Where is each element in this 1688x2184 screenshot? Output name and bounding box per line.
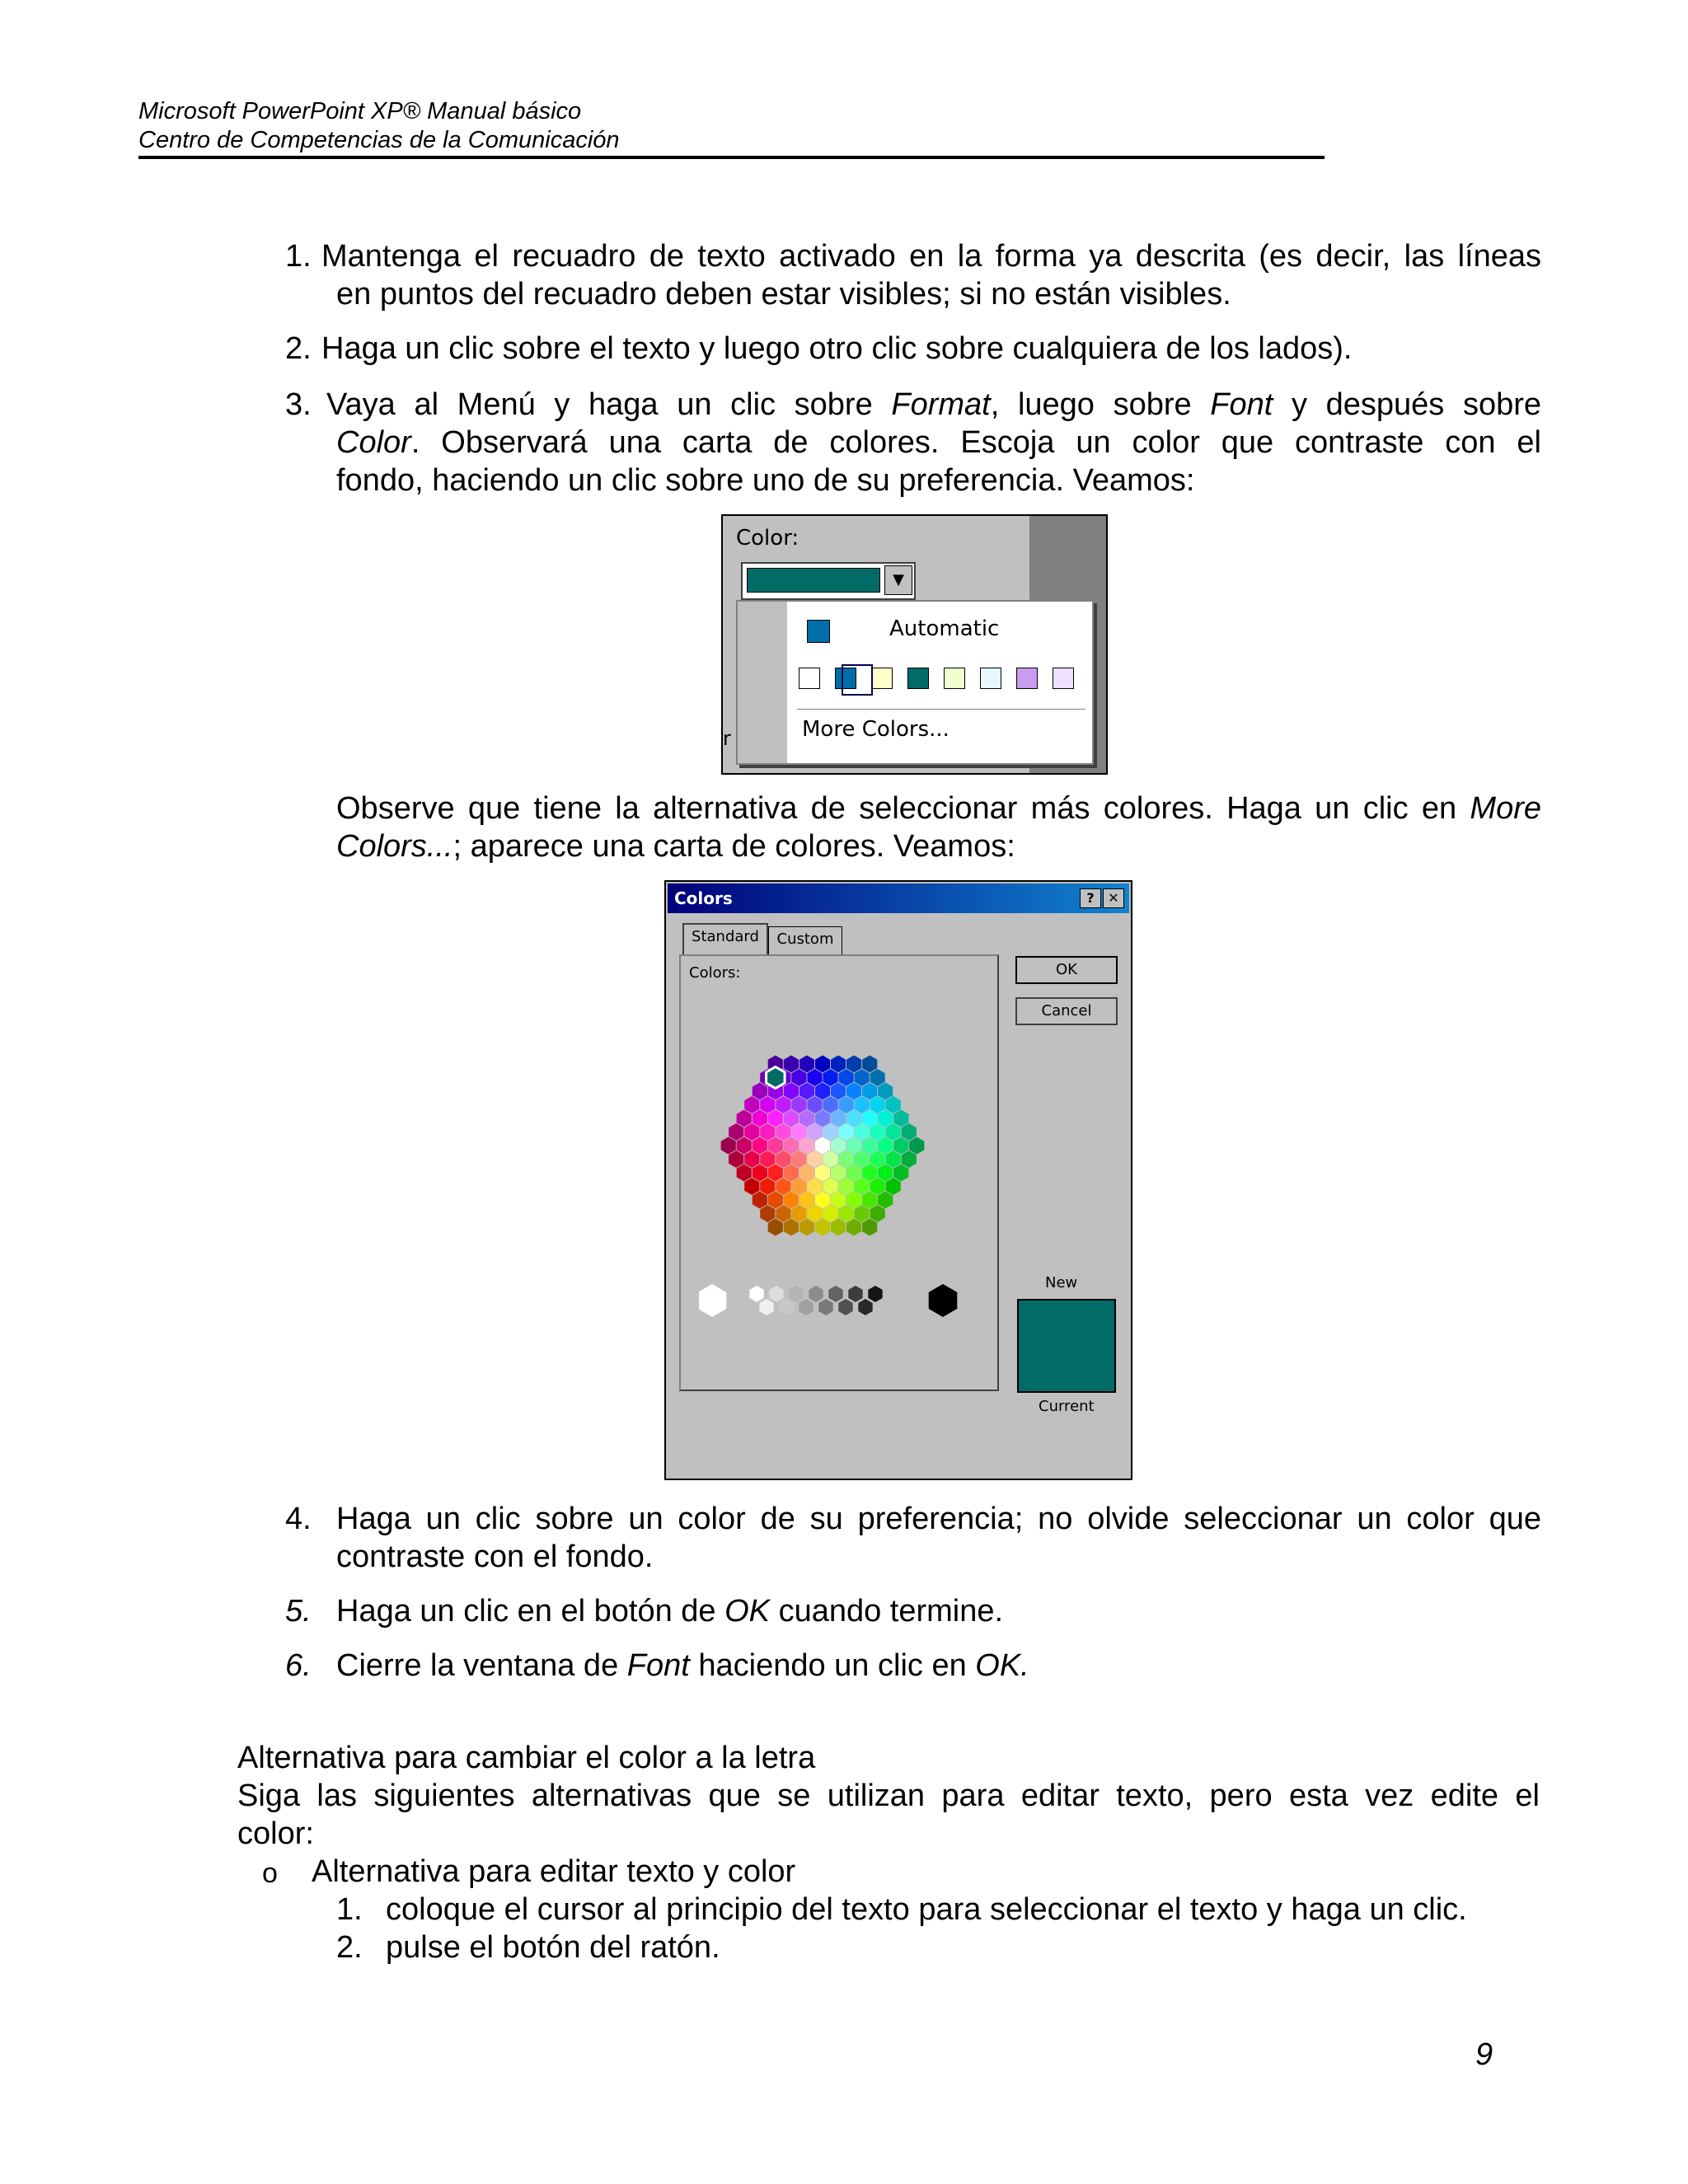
selected-hex-marker	[767, 1067, 785, 1089]
step-4-line-2: contraste con el fondo.	[336, 1540, 654, 1574]
header-line-2: Centro de Competencias de la Comunicación	[138, 127, 620, 153]
color-hex-75[interactable]	[823, 1123, 837, 1141]
color-hex-124[interactable]	[893, 1110, 908, 1127]
color-hex-94[interactable]	[823, 1069, 837, 1086]
color-hex-113[interactable]	[855, 1069, 870, 1086]
color-hex-101[interactable]	[878, 1165, 893, 1182]
step-5-text: Haga un clic en el botón de OK cuando termine.	[336, 1594, 1004, 1629]
color-hex-117[interactable]	[886, 1123, 901, 1141]
color-hex-3[interactable]	[744, 1178, 759, 1195]
current-color-label: Current	[1039, 1398, 1095, 1415]
color-hex-110[interactable]	[886, 1151, 901, 1168]
color-hex-50[interactable]	[799, 1137, 814, 1155]
color-hex-13[interactable]	[776, 1205, 790, 1222]
alt-intro-line-2: color:	[237, 1816, 314, 1851]
color-hex-5[interactable]	[760, 1205, 775, 1222]
cancel-button[interactable]: Cancel	[1015, 997, 1118, 1025]
automatic-color-swatch[interactable]	[807, 620, 830, 643]
step-6-number: 6.	[285, 1648, 312, 1683]
gray-hex-5[interactable]	[799, 1299, 813, 1315]
step-3-number: 3.	[285, 387, 312, 422]
gray-hex-1[interactable]	[759, 1299, 773, 1315]
selected-color-swatch	[747, 568, 880, 593]
color-hex-82[interactable]	[799, 1056, 814, 1073]
dialog-title: Colors	[674, 888, 733, 908]
color-hex-37[interactable]	[776, 1123, 790, 1141]
alt-bullet-text: Alternativa para editar texto y color	[312, 1854, 796, 1889]
step-4-line-1: Haga un clic sobre un color de su preferencia; no olvide seleccionar un color que	[336, 1502, 1541, 1536]
automatic-option[interactable]: Automatic	[889, 616, 1000, 641]
color-hex-126[interactable]	[909, 1137, 924, 1155]
swatch-5[interactable]	[944, 668, 965, 689]
color-hex-69[interactable]	[862, 1219, 877, 1236]
color-hex-38[interactable]	[784, 1137, 799, 1155]
color-hex-18[interactable]	[760, 1151, 775, 1168]
swatch-8[interactable]	[1053, 668, 1074, 689]
color-hex-15[interactable]	[737, 1110, 752, 1127]
more-term: More	[1470, 791, 1541, 826]
selected-swatch-frame	[842, 664, 873, 696]
font-term: Font	[1210, 387, 1273, 422]
tab-standard[interactable]: Standard	[682, 923, 768, 956]
color-hex-107[interactable]	[862, 1110, 877, 1127]
color-hex-125[interactable]	[902, 1123, 917, 1141]
color-hex-12[interactable]	[768, 1192, 783, 1209]
color-hex-31[interactable]	[799, 1192, 814, 1209]
color-hex-91[interactable]	[870, 1178, 885, 1195]
color-hex-49[interactable]	[791, 1123, 806, 1141]
color-hex-2[interactable]	[737, 1165, 752, 1182]
color-hex-28[interactable]	[776, 1151, 790, 1168]
color-hex-98[interactable]	[855, 1123, 870, 1141]
color-hex-14[interactable]	[784, 1219, 799, 1236]
color-hex-55[interactable]	[839, 1205, 854, 1222]
step-1-line-1: Mantenga el recuadro de texto activado en la forma ya descrita (es decir, las líneas	[321, 239, 1541, 274]
ok-term: OK	[724, 1594, 771, 1629]
step-1-line-2: en puntos del recuadro deben estar visibles; si no están visibles.	[336, 277, 1231, 312]
color-hex-92[interactable]	[878, 1192, 893, 1209]
color-hex-36[interactable]	[768, 1110, 783, 1127]
color-hex-48[interactable]	[784, 1110, 799, 1127]
gray-hex-9[interactable]	[838, 1299, 852, 1315]
gray-hex-2[interactable]	[769, 1286, 783, 1302]
color-hex-77[interactable]	[839, 1151, 854, 1168]
header-rule	[138, 156, 1325, 159]
ok-button[interactable]: OK	[1015, 956, 1118, 984]
color-hex-41[interactable]	[807, 1178, 822, 1195]
gray-hex-10[interactable]	[848, 1286, 862, 1302]
color-hex-6[interactable]	[768, 1219, 783, 1236]
color-hex-112[interactable]	[846, 1056, 861, 1073]
color-hex-81[interactable]	[870, 1205, 885, 1222]
color-combo[interactable]	[741, 562, 916, 600]
gray-hex-6[interactable]	[809, 1286, 823, 1302]
color-hex-115[interactable]	[870, 1096, 885, 1113]
color-hex-93[interactable]	[815, 1056, 830, 1073]
swatch-6[interactable]	[980, 668, 1001, 689]
color-hex-30[interactable]	[791, 1178, 806, 1195]
color-hex-111[interactable]	[893, 1165, 908, 1182]
color-hex-102[interactable]	[886, 1178, 901, 1195]
color-hex-84[interactable]	[815, 1083, 830, 1100]
color-hex-74[interactable]	[815, 1110, 830, 1127]
alt-intro-line-1: Siga las siguientes alternativas que se utilizan para editar texto, pero esta vez edite el	[237, 1779, 1540, 1813]
sub-step-1-text: coloque el cursor al principio del texto para seleccionar el texto y haga un clic.	[386, 1892, 1467, 1927]
sub-step-1-number: 1.	[336, 1892, 363, 1927]
color-hex-56[interactable]	[846, 1219, 861, 1236]
color-hex-86[interactable]	[831, 1110, 846, 1127]
color-hex-100[interactable]	[870, 1151, 885, 1168]
color-hex-63[interactable]	[815, 1137, 830, 1155]
color-hex-42[interactable]	[815, 1192, 830, 1209]
color-hex-73[interactable]	[807, 1096, 822, 1113]
color-hex-52[interactable]	[815, 1165, 830, 1182]
color-hex-79[interactable]	[855, 1178, 870, 1195]
page-header	[138, 97, 620, 155]
popup-separator	[797, 709, 1085, 710]
color-hex-104[interactable]	[839, 1069, 854, 1086]
color-hex-123[interactable]	[886, 1096, 901, 1113]
color-hex-78[interactable]	[846, 1165, 861, 1182]
color-hex-83[interactable]	[807, 1069, 822, 1086]
color-hex-66[interactable]	[839, 1178, 854, 1195]
color-hex-54[interactable]	[831, 1192, 846, 1209]
color-hex-119[interactable]	[902, 1151, 917, 1168]
color-hex-61[interactable]	[799, 1110, 814, 1127]
color-hex-76[interactable]	[831, 1137, 846, 1155]
help-icon[interactable]: ?	[1080, 888, 1101, 908]
step-5-number: 5.	[285, 1594, 312, 1629]
gray-hex-8[interactable]	[828, 1286, 842, 1302]
swatch-4[interactable]	[907, 668, 929, 689]
color-hex-9[interactable]	[744, 1151, 759, 1168]
color-hex-108[interactable]	[870, 1123, 885, 1141]
color-hex-20[interactable]	[776, 1178, 790, 1195]
black-hex[interactable]	[929, 1284, 958, 1317]
color-hex-34[interactable]	[753, 1083, 767, 1100]
color-hex-51[interactable]	[807, 1151, 822, 1168]
sub-step-2-number: 2.	[336, 1930, 363, 1965]
color-hex-80[interactable]	[862, 1192, 877, 1209]
color-hex-64[interactable]	[823, 1151, 837, 1168]
step-3-line-3: fondo, haciendo un clic sobre uno de su preferencia. Veamos:	[336, 463, 1195, 498]
color-hex-8[interactable]	[737, 1137, 752, 1155]
swatch-1[interactable]	[799, 668, 820, 689]
color-hex-26[interactable]	[760, 1123, 775, 1141]
color-hex-71[interactable]	[791, 1069, 806, 1086]
color-hex-33[interactable]	[815, 1219, 830, 1236]
step-6-text: Cierre la ventana de Font haciendo un clic en OK.	[336, 1648, 1029, 1683]
gray-hex-12[interactable]	[868, 1286, 882, 1302]
color-hex-87[interactable]	[839, 1123, 854, 1141]
color-hex-121[interactable]	[870, 1069, 885, 1086]
color-hex-23[interactable]	[799, 1219, 814, 1236]
step-1-number: 1.	[285, 239, 312, 274]
alt-heading: Alternativa para cambiar el color a la letra	[237, 1741, 816, 1775]
more-colors-term: Colors...	[336, 829, 453, 864]
color-hex-21[interactable]	[784, 1192, 799, 1209]
color-hex-25[interactable]	[753, 1110, 767, 1127]
color-hex-105[interactable]	[846, 1083, 861, 1100]
tab-custom[interactable]: Custom	[768, 926, 842, 955]
gray-hex-3[interactable]	[779, 1299, 793, 1315]
new-color-label: New	[1045, 1274, 1078, 1291]
color-hex-72[interactable]	[799, 1083, 814, 1100]
page-number: 9	[1475, 2037, 1493, 2072]
step-2-number: 2.	[285, 331, 312, 366]
step-3-line-2: Color. Observará una carta de colores. Escoja un color que contraste con el	[336, 425, 1541, 460]
color-hex-19[interactable]	[768, 1165, 783, 1182]
gray-hex-7[interactable]	[818, 1299, 832, 1315]
color-hex-70[interactable]	[784, 1056, 799, 1073]
color-hex-122[interactable]	[878, 1083, 893, 1100]
color-hex-120[interactable]	[862, 1056, 877, 1073]
color-hex-11[interactable]	[760, 1178, 775, 1195]
color-hex-35[interactable]	[760, 1096, 775, 1113]
chevron-down-icon[interactable]: ▼	[884, 565, 912, 595]
color-hex-16[interactable]	[744, 1123, 759, 1141]
dialog-title-bar	[668, 883, 1129, 913]
color-hex-62[interactable]	[807, 1123, 822, 1141]
more-colors-option[interactable]: More Colors...	[802, 717, 950, 742]
swatch-7[interactable]	[1016, 668, 1038, 689]
color-hex-68[interactable]	[855, 1205, 870, 1222]
color-hex-116[interactable]	[878, 1110, 893, 1127]
color-term: Color	[336, 425, 411, 460]
color-hex-0[interactable]	[721, 1137, 736, 1155]
colors-dialog-figure	[664, 880, 1132, 1480]
color-hex-32[interactable]	[807, 1205, 822, 1222]
color-hex-97[interactable]	[846, 1110, 861, 1127]
color-palette-popup	[736, 600, 1094, 765]
color-hex-4[interactable]	[753, 1192, 767, 1209]
bullet-marker: o	[262, 1858, 278, 1889]
color-hex-7[interactable]	[729, 1123, 743, 1141]
color-hex-17[interactable]	[753, 1137, 767, 1155]
color-hex-67[interactable]	[846, 1192, 861, 1209]
color-hex-29[interactable]	[784, 1165, 799, 1182]
color-hex-24[interactable]	[744, 1096, 759, 1113]
color-hex-103[interactable]	[831, 1056, 846, 1073]
color-hex-53[interactable]	[823, 1178, 837, 1195]
color-hex-47[interactable]	[776, 1096, 790, 1113]
color-hex-44[interactable]	[831, 1219, 846, 1236]
color-dropdown-figure	[721, 514, 1108, 775]
color-hex-88[interactable]	[846, 1137, 861, 1155]
step-4-number: 4.	[285, 1502, 312, 1536]
swatch-3[interactable]	[871, 668, 893, 689]
ok-term-2: OK.	[975, 1648, 1029, 1683]
color-hex-60[interactable]	[791, 1096, 806, 1113]
white-hex[interactable]	[699, 1284, 726, 1317]
color-label: Color:	[736, 526, 799, 551]
color-hex-22[interactable]	[791, 1205, 806, 1222]
format-menu-term: Format	[891, 387, 991, 422]
sub-step-2-text: pulse el botón del ratón.	[386, 1930, 720, 1965]
color-hex-96[interactable]	[839, 1096, 854, 1113]
step-2-text: Haga un clic sobre el texto y luego otro clic sobre cualquiera de los lados).	[321, 331, 1353, 366]
color-hex-40[interactable]	[799, 1165, 814, 1182]
color-hex-118[interactable]	[893, 1137, 908, 1155]
color-honeycomb[interactable]	[699, 1022, 971, 1352]
color-hex-39[interactable]	[791, 1151, 806, 1168]
color-hex-27[interactable]	[768, 1137, 783, 1155]
color-hex-10[interactable]	[753, 1165, 767, 1182]
gray-hex-11[interactable]	[858, 1299, 872, 1315]
color-hex-85[interactable]	[823, 1096, 837, 1113]
header-line-1: Microsoft PowerPoint XP® Manual básico	[138, 98, 582, 124]
font-term-2: Font	[626, 1648, 690, 1683]
color-hex-59[interactable]	[784, 1083, 799, 1100]
color-hex-99[interactable]	[862, 1137, 877, 1155]
color-hex-65[interactable]	[831, 1165, 846, 1182]
color-hex-114[interactable]	[862, 1083, 877, 1100]
popup-stripe	[738, 602, 787, 763]
colors-label: Colors:	[689, 964, 741, 982]
observe-line-1: Observe que tiene la alternativa de seleccionar más colores. Haga un clic en More	[336, 791, 1541, 826]
color-hex-1[interactable]	[729, 1151, 743, 1168]
color-hex-89[interactable]	[855, 1151, 870, 1168]
color-hex-95[interactable]	[831, 1083, 846, 1100]
color-hex-90[interactable]	[862, 1165, 877, 1182]
gray-hex-4[interactable]	[789, 1286, 803, 1302]
close-icon[interactable]: ✕	[1103, 888, 1124, 908]
new-color-preview	[1017, 1299, 1116, 1393]
observe-line-2: Colors...; aparece una carta de colores. Veamos:	[336, 829, 1015, 864]
gray-hex-0[interactable]	[749, 1286, 763, 1302]
color-hex-109[interactable]	[878, 1137, 893, 1155]
partial-label-char: r	[723, 727, 731, 750]
step-3-line-1: Vaya al Menú y haga un clic sobre Format, luego sobre Font y después sobre	[326, 387, 1542, 422]
color-hex-43[interactable]	[823, 1205, 837, 1222]
color-hex-106[interactable]	[855, 1096, 870, 1113]
